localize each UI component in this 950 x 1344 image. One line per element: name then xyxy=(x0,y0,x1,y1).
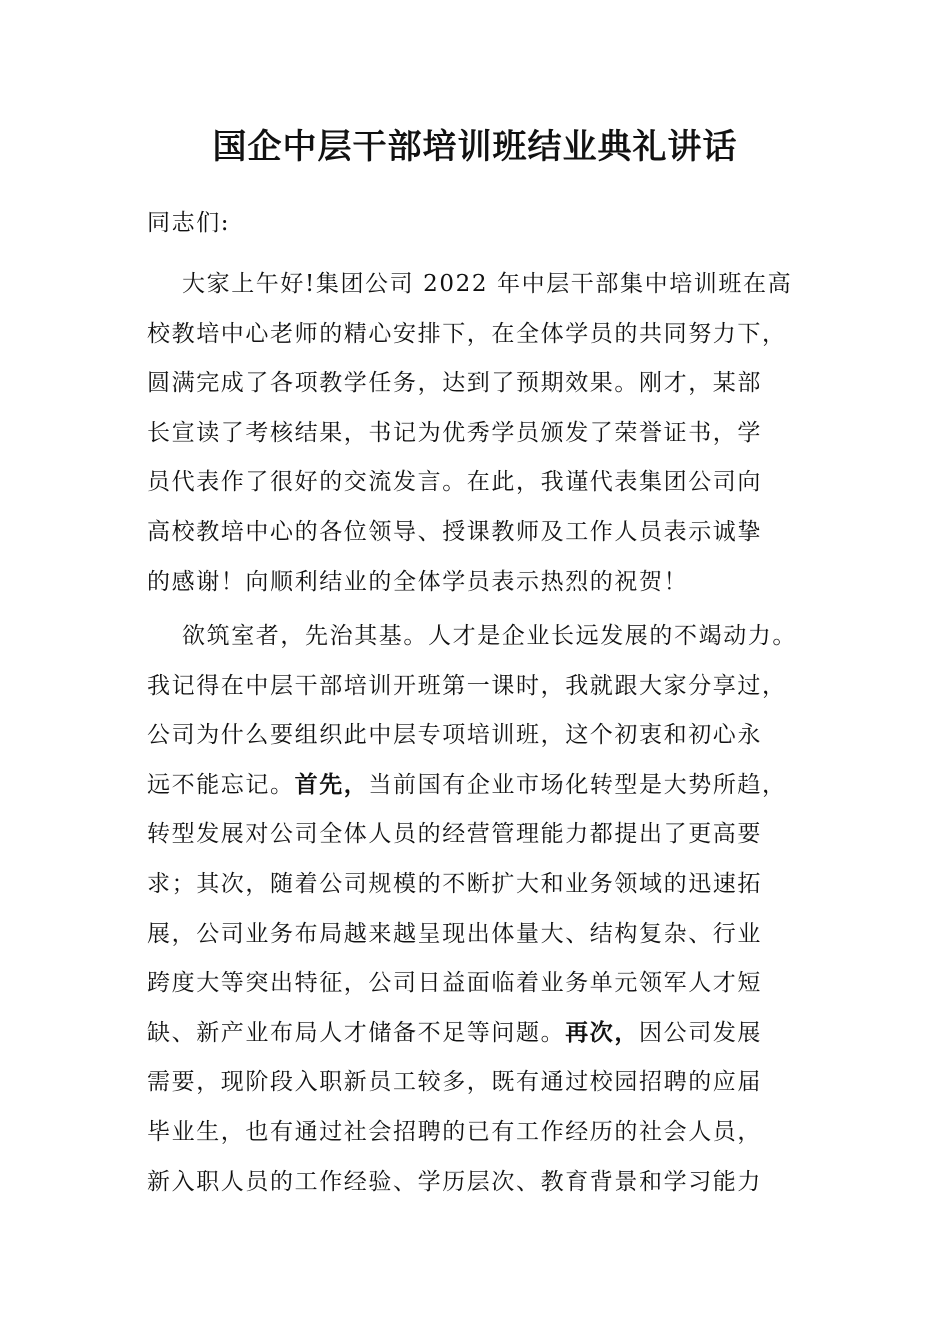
document-title: 国企中层干部培训班结业典礼讲话 xyxy=(212,127,738,167)
text-segment: 大家上午好!集团公司 2022 年中层干部集中培训班在高 xyxy=(182,271,793,297)
paragraph-2-line xyxy=(0,618,950,654)
paragraph-1-line xyxy=(0,266,950,302)
text-segment: 长宣读了考核结果，书记为优秀学员颁发了荣誉证书，学 xyxy=(147,419,762,446)
bold-keyword: 再次， xyxy=(565,1018,640,1046)
paragraph-1-line xyxy=(0,564,950,600)
text-segment: 展，公司业务布局越来越呈现出体量大、结构复杂、行业 xyxy=(147,920,762,947)
text-segment: 转型发展对公司全体人员的经营管理能力都提出了更高要 xyxy=(147,821,762,848)
paragraph-1-line xyxy=(0,316,950,352)
paragraph-2-line xyxy=(0,916,950,952)
text-segment: 需要，现阶段入职新员工较多，既有通过校园招聘的应届 xyxy=(147,1069,762,1096)
text-segment: 求；其次，随着公司规模的不断扩大和业务领域的迅速拓 xyxy=(147,871,762,897)
salutation: 同志们: xyxy=(147,210,231,236)
text-segment: 当前国有企业市场化转型是大势所趋， xyxy=(368,771,787,798)
text-segment: 的感谢！向顺利结业的全体学员表示热烈的祝贺！ xyxy=(147,568,689,595)
paragraph-1-line xyxy=(0,365,950,401)
paragraph-2-line xyxy=(0,816,950,852)
paragraph-2-line xyxy=(0,1015,950,1051)
paragraph-2-line xyxy=(0,717,950,753)
text-segment: 高校教培中心的各位领导、授课教师及工作人员表示诚挚 xyxy=(147,519,762,545)
text-segment: 公司为什么要组织此中层专项培训班，这个初衷和初心永 xyxy=(147,722,762,749)
text-segment: 校教培中心老师的精心安排下，在全体学员的共同努力下， xyxy=(147,320,787,347)
paragraph-2-line xyxy=(0,965,950,1001)
text-segment: 缺、新产业布局人才储备不足等问题。 xyxy=(147,1019,566,1046)
paragraph-2-line xyxy=(0,866,950,902)
text-segment: 员代表作了很好的交流发言。在此，我谨代表集团公司向 xyxy=(147,469,762,496)
text-segment: 圆满完成了各项教学任务，达到了预期效果。刚才，某部 xyxy=(147,370,762,397)
paragraph-2-line xyxy=(0,668,950,704)
text-segment: 欲筑室者，先治其基。人才是企业长远发展的不竭动力。 xyxy=(182,623,797,649)
text-segment: 远不能忘记。 xyxy=(147,771,295,798)
text-segment: 我记得在中层干部培训开班第一课时，我就跟大家分享过， xyxy=(147,672,787,699)
paragraph-1-line xyxy=(0,415,950,451)
paragraph-2-line xyxy=(0,767,950,803)
text-segment: 因公司发展 xyxy=(639,1019,763,1046)
paragraph-2-line xyxy=(0,1164,950,1200)
paragraph-2-line xyxy=(0,1114,950,1150)
paragraph-1-line xyxy=(0,514,950,550)
text-segment: 跨度大等突出特征，公司日益面临着业务单元领军人才短 xyxy=(147,970,762,997)
bold-keyword: 首先， xyxy=(294,770,369,798)
text-segment: 新入职人员的工作经验、学历层次、教育背景和学习能力 xyxy=(147,1168,762,1195)
text-segment: 毕业生，也有通过社会招聘的已有工作经历的社会人员， xyxy=(147,1119,762,1145)
paragraph-1-line xyxy=(0,464,950,500)
paragraph-2-line xyxy=(0,1064,950,1100)
